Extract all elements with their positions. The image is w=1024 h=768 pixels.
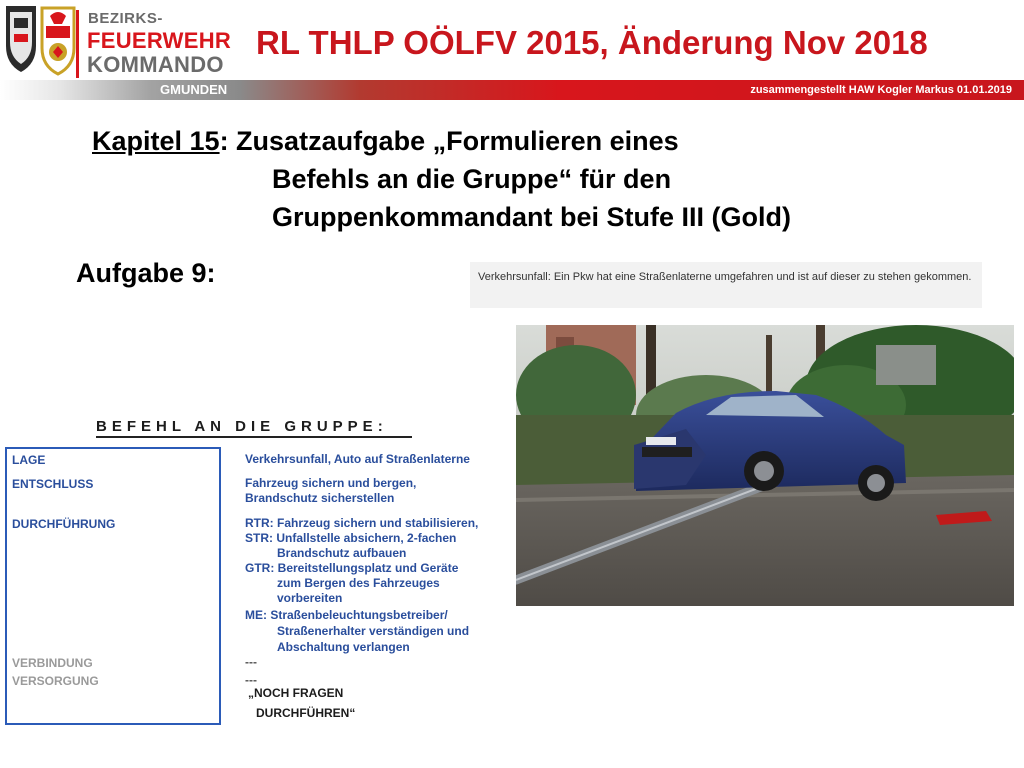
chapter-number: Kapitel 15: [92, 126, 220, 156]
order-heading-rule: [96, 436, 412, 438]
region-label: GMUNDEN: [160, 82, 228, 97]
coat-of-arms-icon: [2, 2, 82, 82]
durchfuehrung-line-4: GTR: Bereitstellungsplatz und Geräte: [245, 561, 459, 575]
durchfuehrung-line-8: Straßenerhalter verständigen und: [277, 624, 470, 638]
label-versorgung: VERSORGUNG: [12, 674, 99, 688]
order-heading: BEFEHL AN DIE GRUPPE:: [96, 418, 388, 435]
entschluss-line-2: Brandschutz sicherstellen: [245, 491, 395, 505]
durchfuehrung-line-2: STR: Unfallstelle absichern, 2-fachen: [245, 531, 457, 545]
durchfuehrung-line-9: Abschaltung verlangen: [277, 640, 410, 654]
closing-line-1: „NOCH FRAGEN: [248, 686, 344, 700]
versorgung-text: ---: [245, 673, 257, 687]
brand-line-bezirks: BEZIRKS-: [88, 10, 163, 27]
label-durchfuehrung: DURCHFÜHRUNG: [12, 517, 116, 531]
durchfuehrung-line-5: zum Bergen des Fahrzeuges: [277, 576, 440, 590]
closing-line-2: DURCHFÜHREN“: [256, 706, 356, 720]
durchfuehrung-line-6: vorbereiten: [277, 591, 343, 605]
compiled-by-note: zusammengestellt HAW Kogler Markus 01.01.2019: [750, 84, 1012, 96]
crashed-car-photo: [516, 325, 1014, 606]
slide-title: RL THLP OÖLFV 2015, Änderung Nov 2018: [256, 24, 928, 61]
chapter-highlight: Befehls an die Gruppe: [272, 164, 559, 194]
verbindung-text: ---: [245, 655, 257, 669]
lage-text: Verkehrsunfall, Auto auf Straßenlaterne: [245, 452, 470, 466]
durchfuehrung-line-7: ME: Straßenbeleuchtungsbetreiber/: [245, 608, 448, 622]
chapter-text-c: Gruppenkommandant bei Stufe III (Gold): [272, 202, 792, 232]
entschluss-line-1: Fahrzeug sichern und bergen,: [245, 476, 417, 490]
durchfuehrung-line-3: Brandschutz aufbauen: [277, 546, 407, 560]
chapter-text-a: : Zusatzaufgabe „Formulieren eines: [219, 126, 679, 156]
label-lage: LAGE: [12, 453, 46, 467]
accident-photo: [516, 325, 1014, 606]
label-verbindung: VERBINDUNG: [12, 656, 93, 670]
brand-divider: [76, 10, 79, 78]
chapter-heading-continued: [272, 160, 791, 236]
chapter-text-b: “ für den: [558, 164, 672, 194]
brand-line-kommando: KOMMANDO: [87, 52, 224, 77]
brand-line-feuerwehr: FEUERWEHR: [87, 28, 232, 53]
task-label: Aufgabe 9:: [76, 258, 216, 288]
durchfuehrung-line-1: RTR: Fahrzeug sichern und stabilisieren,: [245, 516, 479, 530]
scenario-caption: Verkehrsunfall: Ein Pkw hat eine Straßenlaterne umgefahren und ist auf dieser zu stehen gekommen.: [470, 262, 982, 308]
chapter-heading: [92, 122, 679, 160]
label-entschluss: ENTSCHLUSS: [12, 477, 94, 491]
